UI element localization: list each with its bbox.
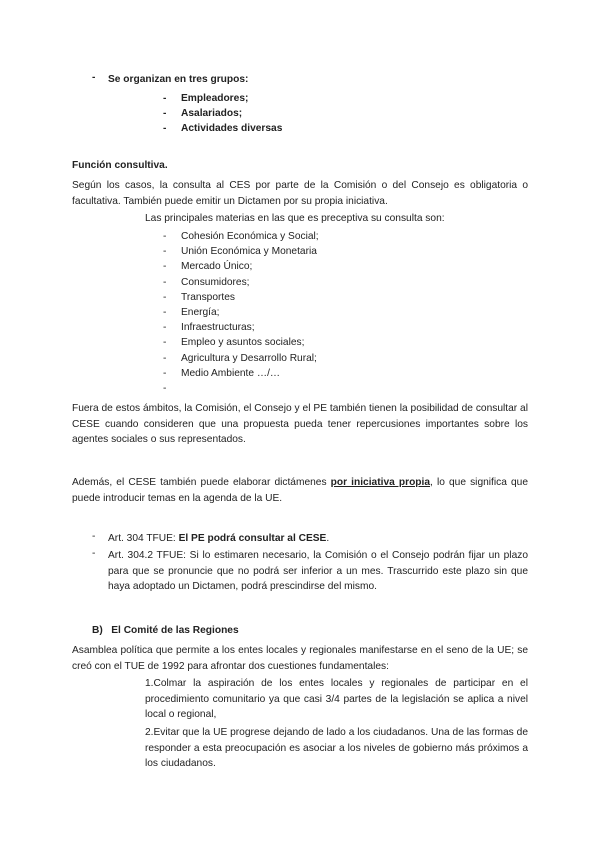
groups-list: [163, 91, 282, 137]
list-item: - Energía;: [163, 306, 220, 318]
list-item: - Asalariados;: [163, 108, 243, 120]
regiones-point-1: 1.Colmar la aspiración de los entes locales y regionales de participar en el procedimiento comunitario ya que casi 3/4 partes de la legislación se aplica a nivel local o regional,: [145, 678, 528, 720]
regiones-paragraph: Asamblea política que permite a los entes locales y regionales manifestarse en el seno de la UE; se creó con el TUE de 1992 para afrontar dos cuestiones fundamentales:: [72, 645, 528, 672]
list-item: - Medio Ambiente …/…: [163, 367, 281, 379]
list-item: - Unión Económica y Monetaria: [163, 246, 317, 258]
list-item: - Actividades diversas: [163, 123, 283, 135]
bullet-dash: -: [92, 548, 96, 559]
article-304: Art. 304 TFUE: El PE podrá consultar al CESE.: [108, 533, 330, 544]
initiative-emphasis: por iniciativa propia: [330, 477, 431, 488]
section-heading-consultiva: Función consultiva.: [72, 160, 168, 171]
groups-intro: Se organizan en tres grupos:: [108, 74, 249, 85]
consultiva-after-paragraph: Fuera de estos ámbitos, la Comisión, el Consejo y el PE también tienen la posibilidad de consultar al CESE cuando consideren que una propuesta pueda tener repercusiones importantes sobre los agentes sociales o sus representados.: [72, 403, 528, 445]
materias-list: [163, 229, 319, 396]
consultiva-lead: Las principales materias en las que es preceptiva su consulta son:: [145, 213, 445, 224]
list-item: - Empleo y asuntos sociales;: [163, 337, 305, 349]
article-304-2: Art. 304.2 TFUE: Si lo estimaren necesario, la Comisión o el Consejo podrán fijar un plazo para que se pronuncie que no podrá ser inferior a un mes. Trascurrido este plazo sin que haya adoptado un Dictamen, podrá prescindirse del mismo.: [108, 550, 528, 592]
list-item: - Consumidores;: [163, 276, 250, 288]
consultiva-paragraph: Según los casos, la consulta al CES por parte de la Comisión o del Consejo es obligatoria o facultativa. También puede emitir un Dictamen por su propia iniciativa.: [72, 180, 528, 207]
initiative-paragraph: Además, el CESE también puede elaborar dictámenes por iniciativa propia, lo que significa que puede introducir temas en la agenda de la UE.: [72, 477, 528, 504]
list-item: - Infraestructuras;: [163, 322, 255, 334]
list-item: - Cohesión Económica y Social;: [163, 231, 319, 242]
bullet-dash: -: [92, 531, 96, 542]
list-item: - Mercado Único;: [163, 261, 253, 273]
list-item: - Transportes: [163, 291, 235, 303]
list-item: - Agricultura y Desarrollo Rural;: [163, 352, 317, 364]
list-item: - Empleadores;: [163, 93, 249, 104]
list-item: -: [163, 382, 167, 394]
regiones-point-2: 2.Evitar que la UE progrese dejando de lado a los ciudadanos. Una de las formas de responder a esta preocupación es asociar a los niveles de gobierno más próximos a los ciudadanos.: [145, 727, 528, 769]
section-heading-regiones: B) El Comité de las Regiones: [92, 625, 239, 636]
bullet-dash: -: [92, 72, 96, 83]
